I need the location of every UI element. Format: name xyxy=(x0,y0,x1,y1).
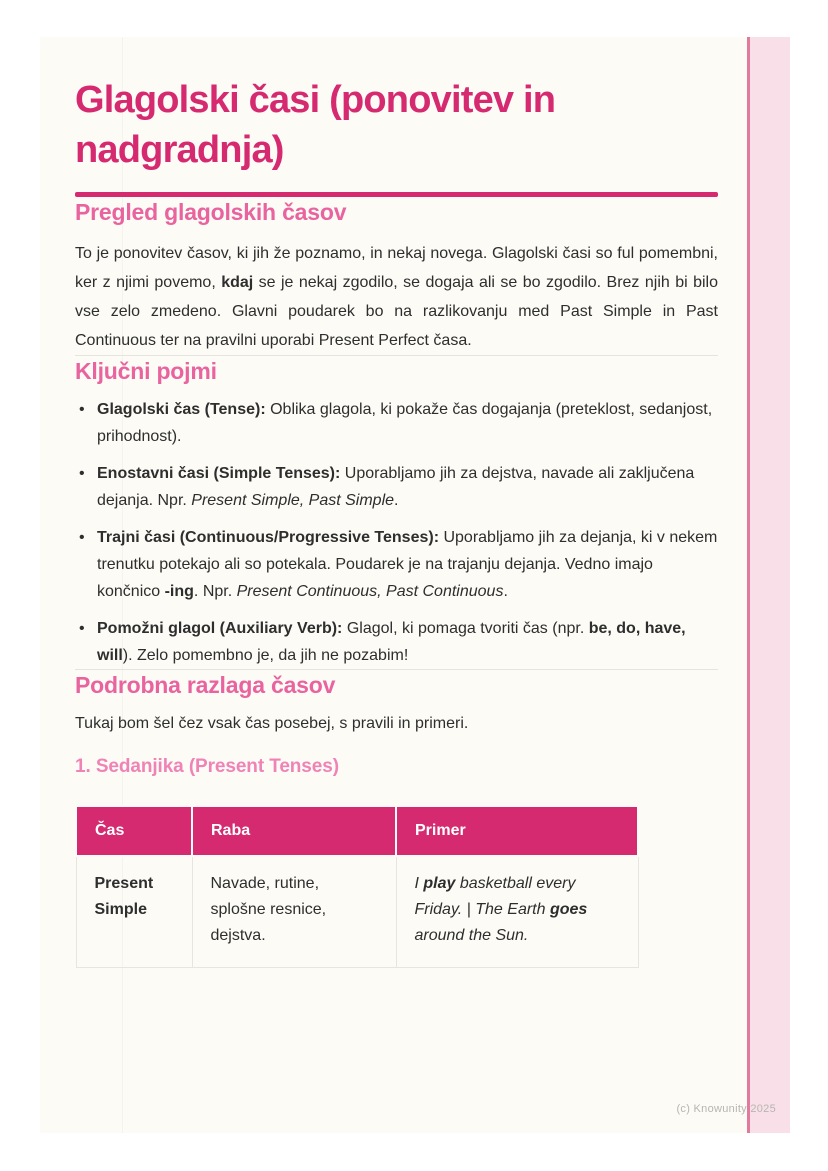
cell-usage: Navade, rutine, splošne resnice, dejstva. xyxy=(192,856,396,968)
bullet-icon: • xyxy=(79,620,85,637)
table-header-row xyxy=(76,806,638,856)
table-header-usage: Raba xyxy=(192,806,396,856)
document-page xyxy=(40,37,790,1133)
page-content xyxy=(40,37,758,968)
cell-tense: Present Simple xyxy=(76,856,192,968)
copyright-watermark: (c) Knowunity 2025 xyxy=(676,1103,776,1115)
page-title: Glagolski časi (ponovitev in nadgradnja) xyxy=(75,79,556,171)
table-header-tense: Čas xyxy=(76,806,192,856)
subsection-heading-present-tenses: 1. Sedanjika (Present Tenses) xyxy=(75,756,339,777)
list-item-text: Pomožni glagol (Auxiliary Verb): Glagol, ki pomaga tvoriti čas (npr. be, do, have, will). Zelo pomembno je, da jih ne pozabim! xyxy=(97,620,686,664)
list-item-text: Trajni časi (Continuous/Progressive Tenses): Uporabljamo jih za dejanja, ki v nekem trenutku potekajo ali so potekala. Poudarek je na trajanju dejanja. Vedno imajo končnico -ing. Npr. Present Continuous, Past Continuous. xyxy=(97,529,718,600)
cell-example: I play basketball every Friday. | The Earth goes around the Sun. xyxy=(396,856,638,968)
key-terms-list xyxy=(75,396,718,669)
list-item-text: Glagolski čas (Tense): Oblika glagola, ki pokaže čas dogajanja (preteklost, sedanjost, prihodnost). xyxy=(97,401,713,445)
section-heading-overview: Pregled glagolskih časov xyxy=(75,199,347,225)
list-item xyxy=(75,396,718,450)
overview-paragraph: To je ponovitev časov, ki jih že poznamo, in nekaj novega. Glagolski časi so ful pomembni, ker z njimi povemo, kdaj se je nekaj zgodilo, se dogaja ali se bo zgodilo. Brez njih bi bilo vse zelo zmedeno. Glavni poudarek bo na razlikovanju med Past Simple in Past Continuous ter na pravilni uporabi Present Perfect časa. xyxy=(75,245,718,349)
list-item-text: Enostavni časi (Simple Tenses): Uporabljamo jih za dejstva, navade ali zaključena dejanja. Npr. Present Simple, Past Simple. xyxy=(97,465,695,509)
bullet-icon: • xyxy=(79,529,85,546)
list-item xyxy=(75,524,718,605)
bullet-icon: • xyxy=(79,465,85,482)
content-column xyxy=(75,75,718,968)
present-tenses-table xyxy=(75,805,639,968)
bullet-icon: • xyxy=(79,401,85,418)
table-header-example: Primer xyxy=(396,806,638,856)
list-item xyxy=(75,460,718,514)
list-item xyxy=(75,615,718,669)
table-row xyxy=(76,856,638,968)
detail-intro: Tukaj bom šel čez vsak čas posebej, s pravili in primeri. xyxy=(75,715,469,732)
section-heading-detail: Podrobna razlaga časov xyxy=(75,672,336,698)
section-heading-key-terms: Ključni pojmi xyxy=(75,358,217,384)
